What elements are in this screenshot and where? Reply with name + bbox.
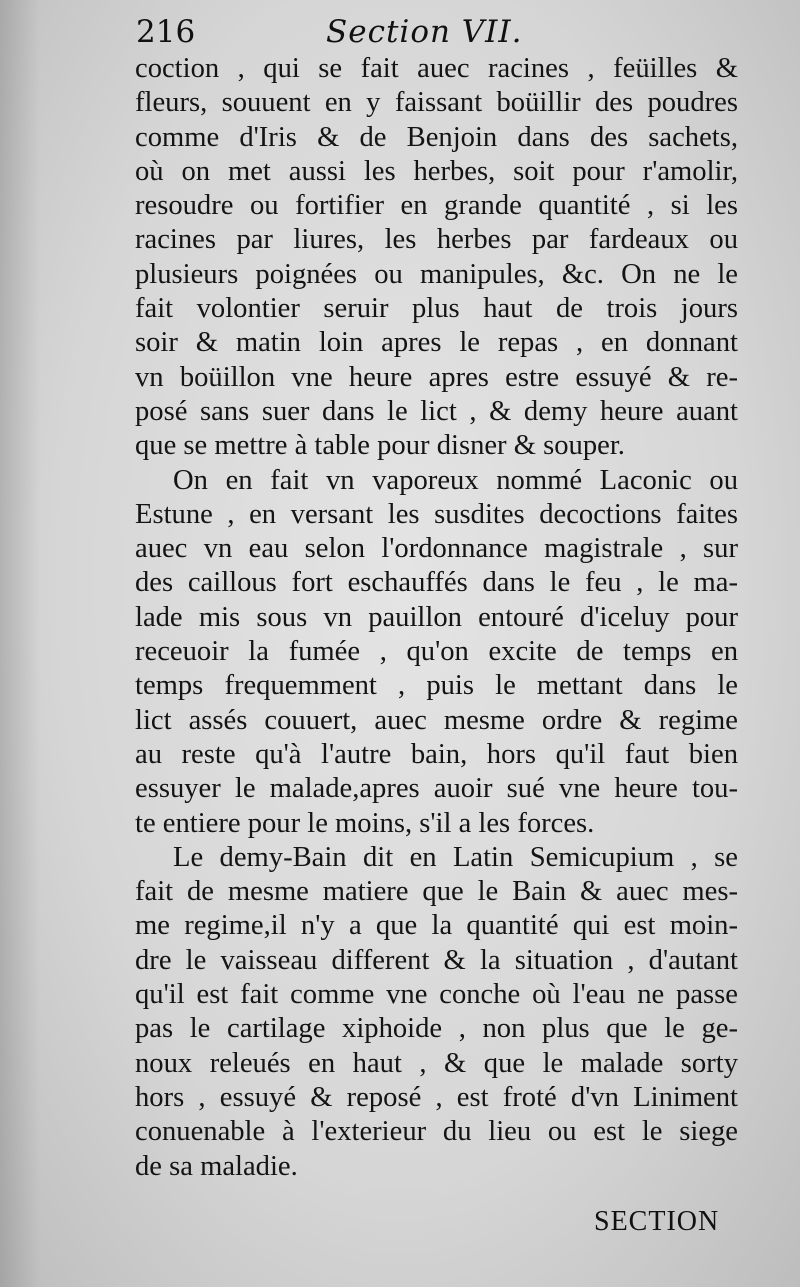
text-line: fait volontier seruir plus haut de trois jours (135, 293, 738, 325)
text-line: comme d'Iris & de Benjoin dans des sachets, (135, 121, 738, 153)
text-line: que se mettre à table pour disner & souper. (135, 430, 625, 462)
page-number: 216 (136, 14, 196, 50)
text-line: conuenable à l'exterieur du lieu ou est le siege (135, 1116, 738, 1148)
paragraph-3 (135, 841, 738, 1184)
text-line: où on met aussi les herbes, soit pour r'amolir, (135, 155, 738, 187)
text-line: fleurs, souuent en y faissant boüillir des poudres (135, 87, 738, 119)
text-line: vn boüillon vne heure apres estre essuyé & re- (135, 361, 738, 393)
text-line: Estune , en versant les susdites decoctions faites (135, 498, 738, 530)
text-line: hors , essuyé & reposé , est froté d'vn Liniment (135, 1081, 738, 1113)
text-line: auec vn eau selon l'ordonnance magistrale , sur (135, 533, 738, 565)
text-line: pas le cartilage xiphoide , non plus que le ge- (135, 1013, 738, 1045)
text-line: coction , qui se fait auec racines , feüilles & (135, 53, 738, 84)
paragraph-1 (135, 52, 738, 464)
text-line: me regime,il n'y a que la quantité qui est moin- (135, 910, 738, 942)
text-line: lict assés couuert, auec mesme ordre & regime (135, 704, 738, 736)
running-head: Section VII. (326, 14, 523, 50)
text-line: noux releués en haut , & que le malade sorty (135, 1047, 738, 1079)
text-line: lade mis sous vn pauillon entouré d'iceluy pour (135, 601, 738, 633)
text-line: soir & matin loin apres le repas , en donnant (135, 327, 738, 359)
paragraph-2 (135, 464, 738, 841)
text-line: resoudre ou fortifier en grande quantité , si les (135, 190, 738, 222)
text-line: essuyer le malade,apres auoir sué vne heure tou- (135, 773, 738, 805)
body-text (135, 52, 738, 1184)
text-line: au reste qu'à l'autre bain, hors qu'il faut bien (135, 738, 738, 770)
text-line: On en fait vn vaporeux nommé Laconic ou (173, 464, 738, 496)
text-line: fait de mesme matiere que le Bain & auec mes- (135, 876, 738, 908)
text-line: plusieurs poignées ou manipules, &c. On ne le (135, 258, 738, 290)
text-line: te entiere pour le moins, s'il a les forces. (135, 807, 595, 839)
text-line: receuoir la fumée , qu'on excite de temps en (135, 636, 738, 668)
text-line: posé sans suer dans le lict , & demy heure auant (135, 395, 738, 427)
page-shadow (0, 0, 40, 1287)
text-line: des caillous fort eschauffés dans le feu , le ma- (135, 567, 738, 599)
text-line: de sa maladie. (135, 1150, 298, 1182)
catchword: SECTION (594, 1206, 720, 1237)
text-line: racines par liures, les herbes par fardeaux ou (135, 224, 738, 256)
text-line: qu'il est fait comme vne conche où l'eau ne passe (135, 979, 738, 1011)
text-line: dre le vaisseau different & la situation , d'autant (135, 944, 738, 976)
text-line: temps frequemment , puis le mettant dans le (135, 670, 738, 702)
page-header (136, 14, 736, 54)
text-line: Le demy-Bain dit en Latin Semicupium , se (173, 841, 738, 873)
